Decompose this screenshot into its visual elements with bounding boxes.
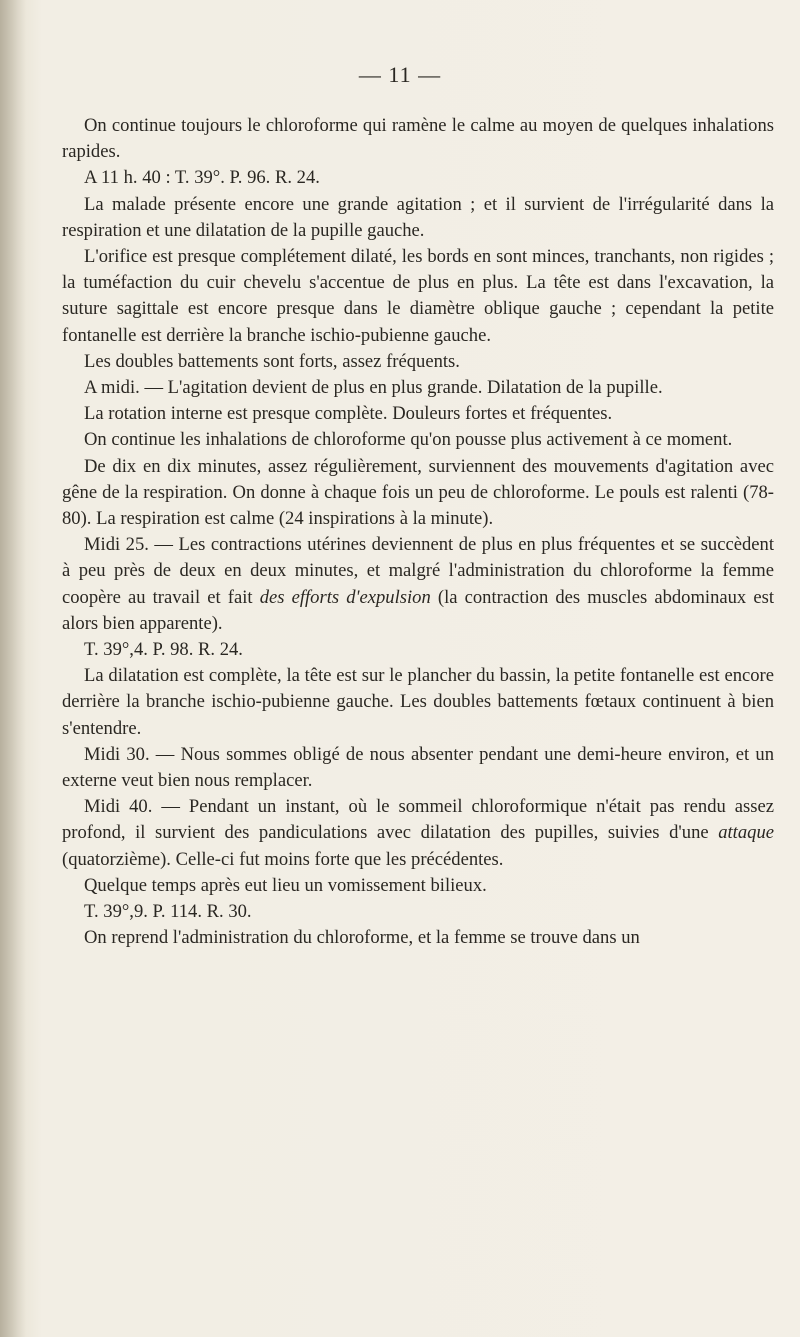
page-number: — 11 — xyxy=(358,62,442,87)
paragraph-10 xyxy=(62,532,774,637)
paragraph-12: La dilatation est complète, la tête est sur le plancher du bassin, la petite fontanelle est encore derrière la branche ischio-pubienne gauche. Les doubles battements fœtaux continuent à bien s'entendre. xyxy=(62,665,774,739)
paragraph-14-text-after: (quatorzième). Celle-ci fut moins forte que les précédentes. xyxy=(62,848,504,870)
binding-shadow xyxy=(0,0,26,1337)
paragraph-13: Midi 30. — Nous sommes obligé de nous absenter pendant une demi-heure environ, et un externe veut bien nous remplacer. xyxy=(62,743,774,792)
paragraph-14-emphasis: attaque xyxy=(718,822,774,844)
paragraph-8: On continue les inhalations de chloroforme qu'on pousse plus activement à ce moment. xyxy=(84,429,733,451)
paragraph-3: La malade présente encore une grande agitation ; et il survient de l'irrégularité dans la respiration et une dilatation de la pupille gauche. xyxy=(62,193,774,241)
body-text xyxy=(62,113,774,952)
paragraph-15: Quelque temps après eut lieu un vomissement bilieux. xyxy=(84,874,487,896)
paragraph-9: De dix en dix minutes, assez régulièrement, surviennent des mouvements d'agitation avec gêne de la respiration. On donne à chaque fois un peu de chloroforme. Le pouls est ralenti (78-80). La respiration est calme (24 inspirations à la minute). xyxy=(62,455,774,530)
paragraph-11-vitals: T. 39°,4. P. 98. R. 24. xyxy=(84,639,243,661)
paragraph-14 xyxy=(62,794,774,873)
paragraph-6: A midi. — L'agitation devient de plus en plus grande. Dilatation de la pupille. xyxy=(84,377,663,399)
paragraph-1: On continue toujours le chloroforme qui ramène le calme au moyen de quelques inhalations rapides. xyxy=(62,115,774,163)
paragraph-10-emphasis: des efforts d'expulsion xyxy=(259,586,431,608)
paragraph-17: On reprend l'administration du chloroforme, et la femme se trouve dans un xyxy=(84,927,640,949)
paragraph-4: L'orifice est presque complétement dilaté, les bords en sont minces, tranchants, non rigides ; la tuméfaction du cuir chevelu s'accentue de plus en plus. La tête est dans l'excavation, la suture sagittale est encore presque dans le diamètre oblique gauche ; cependant la petite fontanelle est derrière la branche ischio-pubienne gauche. xyxy=(62,246,774,346)
paragraph-2-vitals: A 11 h. 40 : T. 39°. P. 96. R. 24. xyxy=(84,167,320,189)
paragraph-5: Les doubles battements sont forts, assez fréquents. xyxy=(84,350,460,372)
paragraph-7: La rotation interne est presque complète. Douleurs fortes et fréquentes. xyxy=(84,403,613,425)
paragraph-14-text-before: Midi 40. — Pendant un instant, où le sommeil chloroformique n'était pas rendu assez profond, il survient des pandiculations avec dilatation des pupilles, suivies d'une xyxy=(62,796,774,844)
paragraph-16-vitals: T. 39°,9. P. 114. R. 30. xyxy=(84,901,252,923)
paragraph-10-text-before: Midi 25. — Les contractions utérines deviennent de plus en plus fréquentes et se succèdent à peu près de deux en deux minutes, et malgré l'administration du chloroforme la femme coopère au travail et fait xyxy=(62,534,774,608)
paragraph-10-text-after: (la contraction des muscles abdominaux est alors bien apparente). xyxy=(62,586,775,634)
